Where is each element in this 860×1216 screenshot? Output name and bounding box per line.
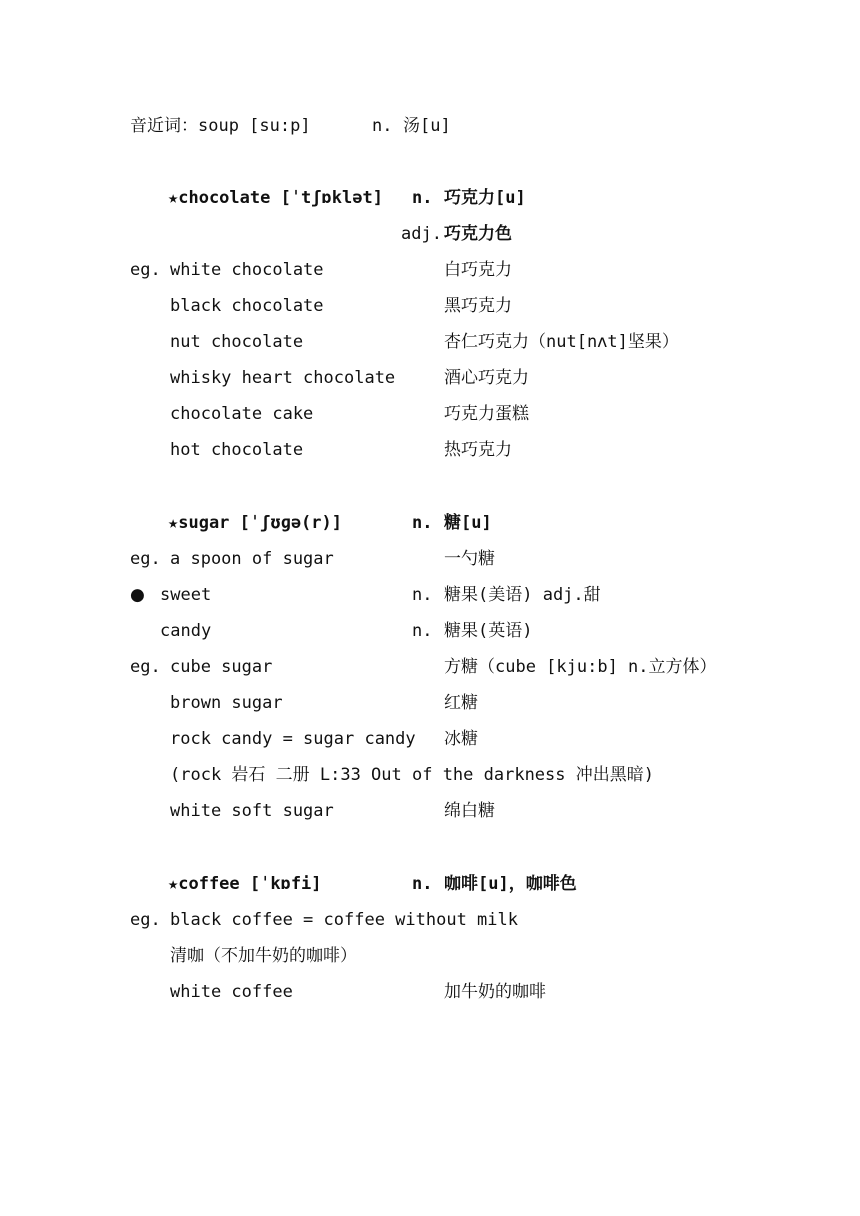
example-zh: 加牛奶的咖啡 [444, 982, 546, 1002]
example-zh: 酒心巧克力 [444, 368, 529, 388]
chocolate-headword: ★chocolate [ˈtʃɒklət] [168, 188, 383, 208]
eg-label: eg. [130, 260, 161, 280]
eg-label: eg. [130, 657, 161, 677]
rock-note: (rock 岩石 二册 L:33 Out of the darkness 冲出黑暗) [170, 765, 654, 785]
chocolate-meaning-noun: 巧克力[u] [444, 188, 526, 208]
example-zh: 杏仁巧克力（nut[nʌt]坚果） [444, 332, 679, 352]
example-zh: 黑巧克力 [444, 296, 512, 316]
example-en: black coffee = coffee without milk [170, 910, 518, 930]
sweet-meaning: 糖果(美语) adj.甜 [444, 585, 601, 605]
example-zh: 巧克力蛋糕 [444, 404, 529, 424]
example-en: rock candy = sugar candy [170, 729, 416, 749]
example-zh: 红糖 [444, 693, 478, 713]
example-en: black chocolate [170, 296, 324, 316]
example-en: white chocolate [170, 260, 324, 280]
example-en: cube sugar [170, 657, 273, 677]
sugar-headword: ★sugar [ˈʃʊɡə(r)] [168, 513, 342, 533]
example-en: a spoon of sugar [170, 549, 334, 569]
soup-pos: n. [372, 116, 393, 136]
example-zh: 热巧克力 [444, 440, 512, 460]
example-zh: 白巧克力 [444, 260, 512, 280]
sugar-pos: n. [412, 513, 433, 533]
candy-word: candy [160, 621, 212, 641]
example-en: chocolate cake [170, 404, 314, 424]
soup-label: 音近词：soup [su:p] [130, 116, 311, 136]
example-zh: 绵白糖 [444, 801, 495, 821]
example-zh: 清咖（不加牛奶的咖啡） [170, 946, 357, 966]
example-en: hot chocolate [170, 440, 304, 460]
bullet-icon: ● [130, 585, 145, 605]
sugar-meaning: 糖[u] [444, 513, 492, 533]
eg-label: eg. [130, 549, 161, 569]
sweet-pos: n. [412, 585, 433, 605]
example-zh: 方糖（cube [kju:b] n.立方体） [444, 657, 717, 677]
candy-meaning: 糖果(英语) [444, 621, 533, 641]
coffee-pos: n. [412, 874, 433, 894]
example-en: whisky heart chocolate [170, 368, 396, 388]
example-en: brown sugar [170, 693, 283, 713]
candy-pos: n. [412, 621, 433, 641]
chocolate-pos-noun: n. [412, 188, 433, 208]
coffee-headword: ★coffee [ˈkɒfi] [168, 874, 322, 894]
coffee-meaning: 咖啡[u]，咖啡色 [444, 874, 577, 894]
example-zh: 冰糖 [444, 729, 478, 749]
example-zh: 一勺糖 [444, 549, 495, 569]
example-en: white soft sugar [170, 801, 334, 821]
example-en: nut chocolate [170, 332, 304, 352]
chocolate-pos-adj: adj. [401, 224, 442, 244]
eg-label: eg. [130, 910, 161, 930]
chocolate-meaning-adj: 巧克力色 [444, 224, 512, 244]
sweet-word: sweet [160, 585, 212, 605]
example-en: white coffee [170, 982, 293, 1002]
soup-meaning: 汤[u] [403, 116, 451, 136]
